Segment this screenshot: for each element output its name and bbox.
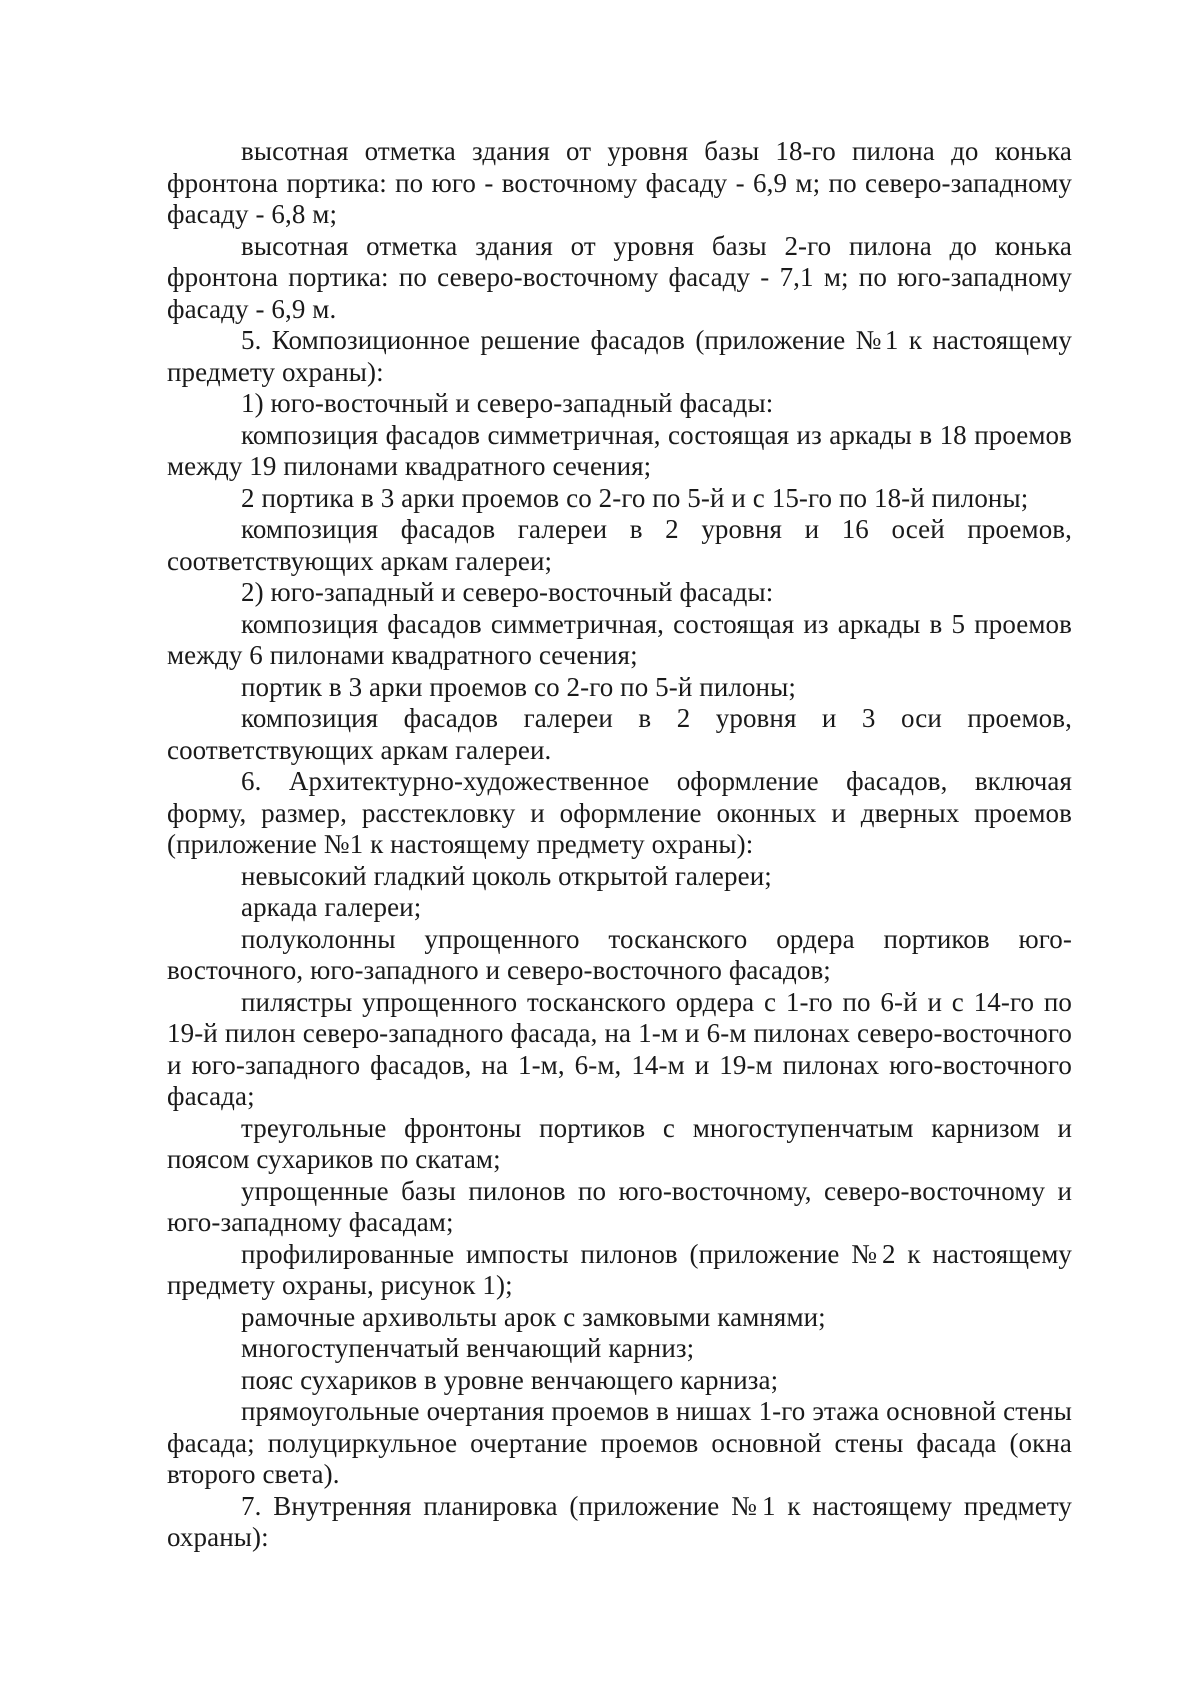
paragraph-pylon-bases: упрощенные базы пилонов по юго-восточному, северо-восточному и юго-западному фасадам;: [167, 1175, 1072, 1237]
paragraph-cornice: многоступенчатый венчающий карниз;: [241, 1333, 695, 1363]
paragraph-item-1-heading: 1) юго-восточный и северо-западный фасады:: [241, 388, 774, 418]
paragraph-gallery-3-axes: композиция фасадов галереи в 2 уровня и 3 оси проемов, соответствующих аркам галереи.: [167, 703, 1072, 765]
paragraph-section-5-heading: 5. Композиционное решение фасадов (приложение №1 к настоящему предмету охраны):: [167, 325, 1072, 387]
paragraph-composition-18-arches: композиция фасадов симметричная, состоящая из аркады в 18 проемов между 19 пилонами квадратного сечения;: [167, 419, 1072, 481]
paragraph-openings-outline: прямоугольные очертания проемов в нишах 1-го этажа основной стены фасада; полуциркульное очертание проемов основной стены фасада (окна второго света).: [167, 1396, 1072, 1489]
paragraph-pilasters: пилястры упрощенного тосканского ордера с 1-го по 6-й и с 14-го по 19-й пилон северо-западного фасада, на 1-м и 6-м пилонах северо-восточного и юго-западного фасадов, на 1-м, 6-м, 14-м и 19-м пилонах юго-восточного фасада;: [167, 986, 1072, 1111]
paragraph-composition-5-arches: композиция фасадов симметричная, состоящая из аркады в 5 проемов между 6 пилонами квадратного сечения;: [167, 608, 1072, 670]
paragraph-section-6-heading: 6. Архитектурно-художественное оформление фасадов, включая форму, размер, расстекловку и оформление оконных и дверных проемов (приложение №1 к настоящему предмету охраны):: [167, 766, 1072, 859]
paragraph-item-2-heading: 2) юго-западный и северо-восточный фасады:: [241, 577, 774, 607]
paragraph-height-18th-pylon: высотная отметка здания от уровня базы 18-го пилона до конька фронтона портика: по юго - восточному фасаду - 6,9 м; по северо-западному фасаду - 6,8 м;: [167, 136, 1072, 229]
paragraph-height-2nd-pylon: высотная отметка здания от уровня базы 2-го пилона до конька фронтона портика: по северо-восточному фасаду - 7,1 м; по юго-западному фасаду - 6,9 м.: [167, 230, 1072, 324]
paragraph-gallery-16-axes: композиция фасадов галереи в 2 уровня и 16 осей проемов, соответствующих аркам галереи;: [167, 514, 1072, 576]
paragraph-dentil-belt: пояс сухариков в уровне венчающего карниза;: [241, 1364, 779, 1395]
paragraph-half-columns: полуколонны упрощенного тосканского ордера портиков юго-восточного, юго-западного и северо-восточного фасадов;: [167, 923, 1072, 985]
paragraph-section-7-heading: 7. Внутренняя планировка (приложение №1 к настоящему предмету охраны):: [167, 1490, 1072, 1552]
paragraph-archivolts: рамочные архивольты арок с замковыми камнями;: [241, 1301, 826, 1332]
document-body: [167, 136, 1072, 1554]
paragraph-plinth: невысокий гладкий цоколь открытой галереи;: [241, 860, 772, 891]
paragraph-one-portico: портик в 3 арки проемов со 2-го по 5-й пилоны;: [241, 671, 796, 702]
paragraph-arcade: аркада галереи;: [241, 892, 422, 922]
paragraph-two-porticos: 2 портика в 3 арки проемов со 2-го по 5-й и с 15-го по 18-й пилоны;: [241, 482, 1029, 513]
paragraph-pediments: треугольные фронтоны портиков с многоступенчатым карнизом и поясом сухариков по скатам;: [167, 1112, 1072, 1174]
paragraph-imposts: профилированные импосты пилонов (приложение №2 к настоящему предмету охраны, рисунок 1);: [167, 1238, 1072, 1300]
